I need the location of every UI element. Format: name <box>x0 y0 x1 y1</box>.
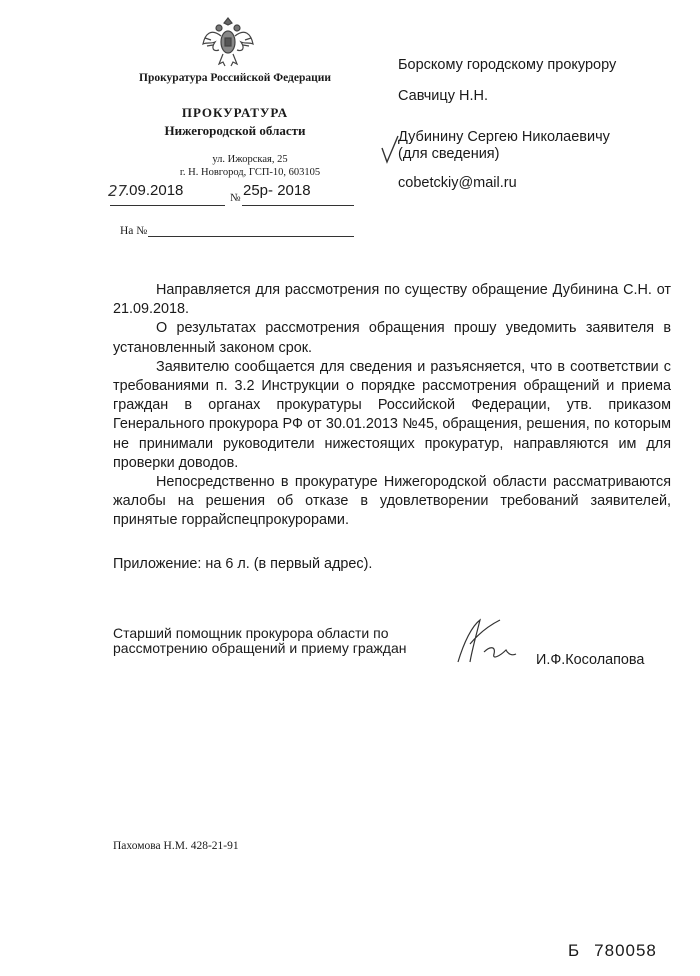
letter-body <box>113 281 671 531</box>
recipient-2-name: Дубинину Сергею Николаевичу <box>398 129 610 145</box>
executor-contact: Пахомова Н.М. 428-21-91 <box>113 840 239 852</box>
body-paragraph: О результатах рассмотрения обращения прошу уведомить заявителя в установленный законом срок. <box>113 320 671 356</box>
signatory-title: Старший помощник прокурора области по рассмотрению обращений и приему граждан <box>113 625 407 656</box>
body-paragraph: Заявителю сообщается для сведения и разъясняется, что в соответствии с требованиями п. 3.2 Инструкции о порядке рассмотрения обращений и приема граждан в органах прокуратуры Российской Федерации, утв. приказом Генерального прокурора РФ от 30.01.2013 №45, обращения, решения, по которым не принимали руководители нижестоящих прокуратур, направляются им для проверки доводов. <box>113 358 671 471</box>
number-underline <box>242 205 354 206</box>
recipient-1-name: Савчицу Н.Н. <box>398 88 488 104</box>
address-street: ул. Ижорская, 25 <box>212 154 288 165</box>
reference-label: На № <box>120 225 148 237</box>
checkmark-icon <box>380 134 400 164</box>
body-paragraph: Непосредственно в прокуратуре Нижегородской области рассматриваются жалобы на решения об отказе в удовлетворении требований заявителей, принятые горрайспецпрокурорами. <box>113 474 671 529</box>
recipient-1: Борскому городскому прокурору <box>398 57 617 73</box>
date-handwritten-day: 27 <box>108 182 128 200</box>
recipient-email: cobetckiy@mail.ru <box>398 175 517 191</box>
org-main-title: ПРОКУРАТУРА <box>181 105 289 120</box>
org-top-title: Прокуратура Российской Федерации <box>139 72 331 84</box>
body-paragraph: Направляется для рассмотрения по существу обращение Дубинина С.Н. от 21.09.2018. <box>113 282 671 318</box>
handwritten-signature-icon <box>450 612 520 674</box>
coat-of-arms-icon <box>197 12 259 74</box>
document-date: .09.2018 <box>125 182 184 199</box>
reference-underline <box>148 236 354 237</box>
date-underline <box>110 205 225 206</box>
form-serial <box>568 941 657 961</box>
document-number-label: № <box>230 192 241 204</box>
recipient-2-note: (для сведения) <box>398 146 500 162</box>
org-sub-title: Нижегородской области <box>164 123 306 138</box>
document-number: 25р- 2018 <box>243 182 311 199</box>
address-city: г. Н. Новгород, ГСП-10, 603105 <box>179 167 321 178</box>
serial-letter: Б <box>568 941 581 960</box>
attachment-note: Приложение: на 6 л. (в первый адрес). <box>113 556 373 572</box>
signatory-name: И.Ф.Косолапова <box>536 652 645 668</box>
serial-number: 780058 <box>594 941 657 960</box>
